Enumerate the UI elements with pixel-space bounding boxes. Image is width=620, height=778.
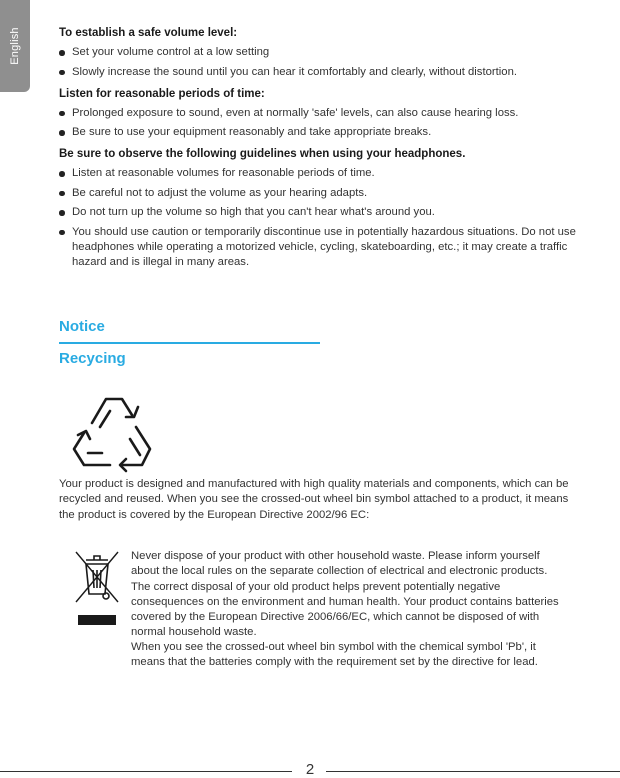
section-heading: Listen for reasonable periods of time: [59, 87, 265, 100]
list-item: Be sure to use your equipment reasonably and take appropriate breaks. [59, 125, 579, 140]
list-item: Be careful not to adjust the volume as your hearing adapts. [59, 186, 579, 201]
crossed-out-bin-icon [72, 548, 122, 604]
section-listen-periods [59, 86, 579, 141]
bullet-list [59, 166, 579, 270]
bullet-list [59, 45, 579, 80]
list-item: Slowly increase the sound until you can hear it comfortably and clearly, without distortion. [59, 65, 579, 80]
section-headphone-guidelines [59, 146, 579, 270]
footer-rule-left [0, 771, 292, 772]
list-item: Prolonged exposure to sound, even at normally 'safe' levels, can also cause hearing loss. [59, 106, 579, 121]
weee-underline-bar [78, 615, 116, 625]
list-item: Listen at reasonable volumes for reasonable periods of time. [59, 166, 579, 181]
battery-paragraph: When you see the crossed-out wheel bin symbol with the chemical symbol 'Pb', it means that the batteries comply with the requirement set by the directive for lead. [131, 641, 538, 669]
recycling-paragraph: Your product is designed and manufactured with high quality materials and components, which can be recycled and reused. When you see the crossed-out wheel bin symbol attached to a product, it means the product is covered by the European Directive 2002/96 EC: [59, 478, 569, 521]
bullet-list [59, 106, 579, 141]
page-number: 2 [305, 761, 315, 778]
language-tab [0, 0, 30, 92]
list-item: Set your volume control at a low setting [59, 45, 579, 60]
section-heading: Be sure to observe the following guidelines when using your headphones. [59, 148, 466, 160]
notice-title: Notice [59, 318, 105, 335]
heading-divider [59, 342, 320, 344]
recycle-icon [70, 393, 154, 473]
list-item: You should use caution or temporarily discontinue use in potentially hazardous situations. Do not use headphones while operating a motorized vehicle, cycling, skateboarding, etc.; it may create a traffic hazard and is illegal in many areas. [59, 225, 579, 270]
recycling-title: Recycing [59, 350, 126, 367]
language-tab-label: English [9, 27, 21, 65]
safety-guidelines [59, 25, 579, 276]
footer-rule-right [326, 771, 620, 772]
list-item: Do not turn up the volume so high that you can't hear what's around you. [59, 205, 579, 220]
section-safe-volume [59, 25, 579, 80]
section-heading: To establish a safe volume level: [59, 27, 238, 39]
disposal-paragraph: Never dispose of your product with other household waste. Please inform yourself about the local rules on the separate collection of electrical and electronic products. The correct disposal of your old product helps prevent potentially negative consequences on the environment and human health. Your product contains batteries covered by the European Directive 2006/66/EC, which cannot be disposed of with normal household waste. [131, 550, 559, 639]
